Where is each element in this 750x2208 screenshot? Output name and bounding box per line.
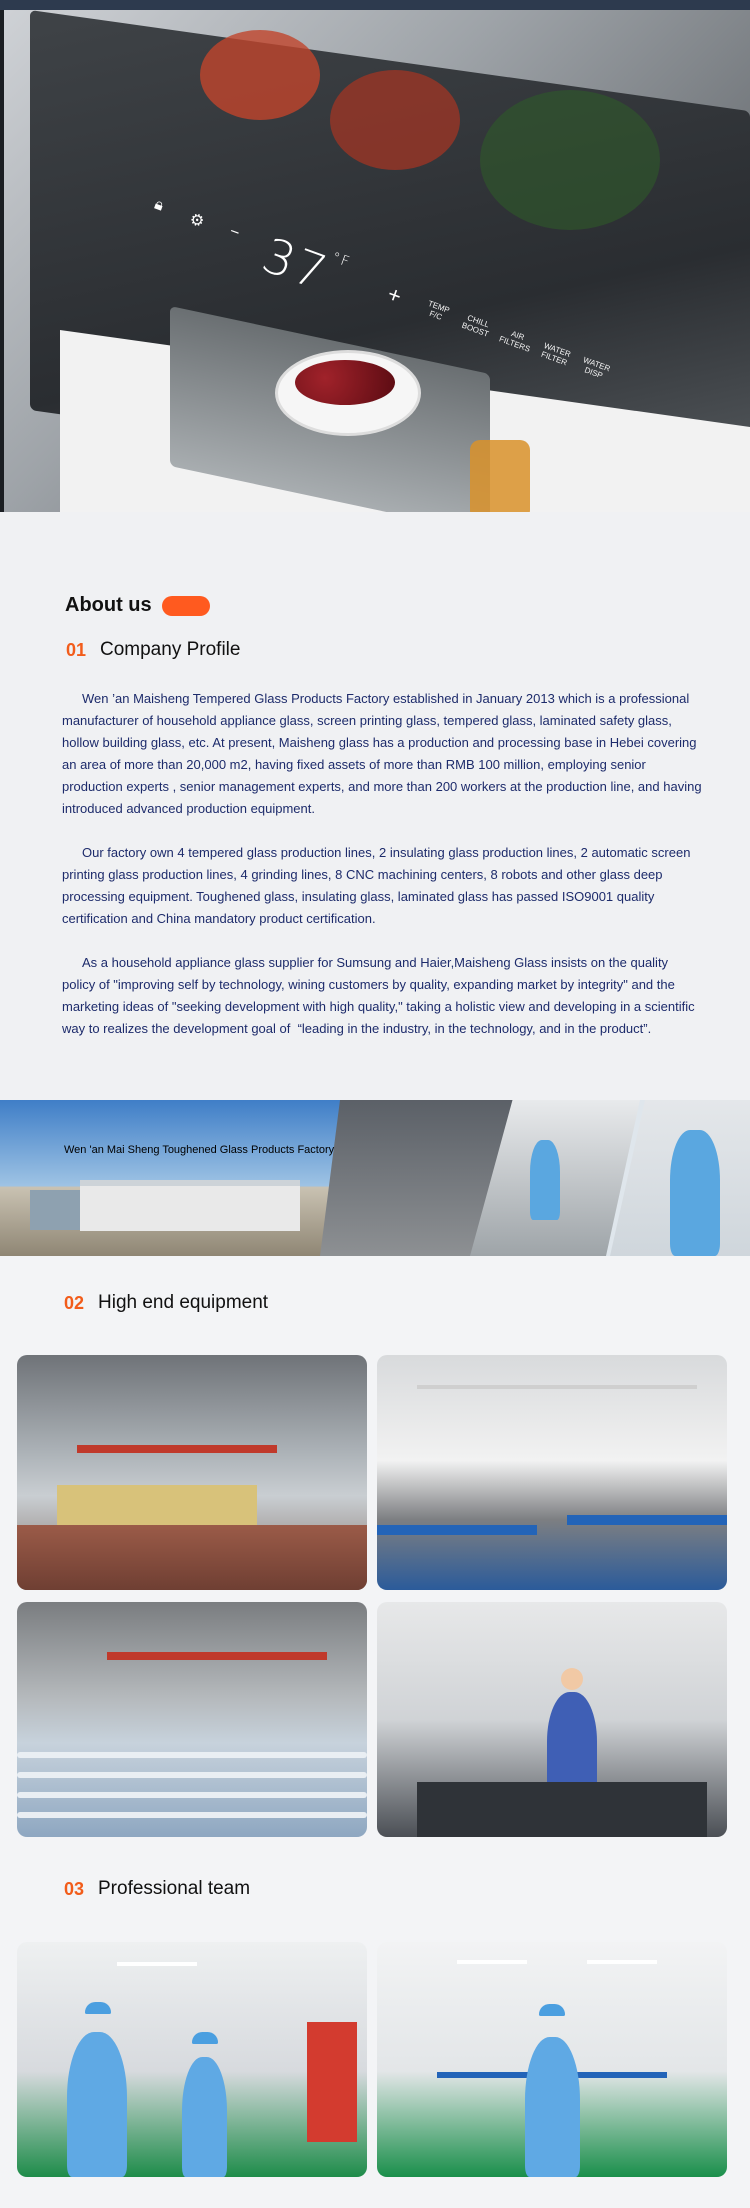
- paragraph-text: Our factory own 4 tempered glass production lines, 2 insulating glass production lines, 2 automatic screen printing glass production lines, 4 grinding lines, 8 CNC machining centers, 8 robots and other glass deep processing equipment. Toughened glass, insulating glass, laminated glass has passed ISO9001 quality certification and China mandatory product certification.: [62, 845, 691, 926]
- equipment-photo-2: [377, 1355, 727, 1590]
- minus-icon: −: [227, 222, 242, 243]
- water-filter-label: WATER FILTER: [539, 340, 572, 368]
- hero-fridge-image: [0, 10, 750, 512]
- ceiling-light: [587, 1960, 657, 1964]
- worker-cap: [539, 2004, 565, 2016]
- factory-caption: Wen 'an Mai Sheng Toughened Glass Products Factory: [64, 1144, 335, 1156]
- section-number: 01: [66, 640, 87, 660]
- equipment-photo-4: [377, 1602, 727, 1837]
- roller: [17, 1792, 367, 1798]
- temp-fc-label: TEMP F/C: [426, 298, 451, 322]
- edge-strip: [0, 10, 4, 512]
- crane-beam: [77, 1445, 277, 1453]
- conveyor: [567, 1515, 727, 1525]
- worker-figure: [182, 2057, 227, 2177]
- building-shape: [80, 1180, 300, 1231]
- equipment-photo-3: [17, 1602, 367, 1837]
- profile-paragraph-3: [62, 952, 702, 1040]
- plus-icon: +: [384, 281, 405, 310]
- worker-cap: [192, 2032, 218, 2044]
- produce-shape: [330, 70, 460, 170]
- paragraph-text: Wen ’an Maisheng Tempered Glass Products Factory established in January 2013 which is a professional manufacturer of household appliance glass, screen printing glass, tempered glass, laminated safety glass, hollow building glass, etc. At present, Maisheng glass has a production and processing base in Hebei covering an area of more than 20,000 m2, having fixed assets of more than RMB 100 million, employing senior production experts , senior management experts, and more than 200 workers at the production line, and having introduced advanced production equipment.: [62, 691, 702, 816]
- worker-figure: [525, 2037, 580, 2177]
- machine: [417, 1782, 707, 1837]
- roller: [17, 1752, 367, 1758]
- produce-shape: [480, 90, 660, 230]
- ceiling-light: [457, 1960, 527, 1964]
- worker-figure: [670, 1130, 720, 1256]
- about-heading: About us: [65, 594, 152, 616]
- bottle: [470, 440, 530, 512]
- section-number: 03: [64, 1879, 85, 1899]
- profile-paragraph-2: [62, 842, 702, 930]
- crane-beam: [107, 1652, 327, 1660]
- worker-figure: [530, 1140, 560, 1220]
- chill-boost-label: CHILL BOOST: [460, 313, 491, 339]
- factory-aerial-photo: [0, 1100, 340, 1256]
- machine: [307, 2022, 357, 2142]
- machine: [57, 1485, 257, 1525]
- profile-paragraph-1: [62, 688, 702, 820]
- accent-pill: [162, 596, 210, 616]
- factory-banner: [0, 1100, 750, 1256]
- section-number: 02: [64, 1293, 85, 1313]
- team-title: Professional team: [98, 1878, 251, 1899]
- equipment-title: High end equipment: [98, 1292, 269, 1313]
- produce-shape: [200, 30, 320, 120]
- worker-cap: [85, 2002, 111, 2014]
- company-profile-title: Company Profile: [100, 639, 241, 660]
- ceiling-light: [117, 1962, 197, 1966]
- conveyor: [17, 1525, 367, 1590]
- paragraph-text: As a household appliance glass supplier for Sumsung and Haier,Maisheng Glass insists on the quality policy of "improving self by technology, wining customers by quality, expanding market by integrity" and the marketing ideas of "seeking development with high quality," taking a holistic view and developing in a scientific way to realizes the development goal of “leading in the industry, in the technology, and in the product”.: [62, 955, 695, 1036]
- top-bar: [0, 0, 750, 10]
- equipment-photo-1: [17, 1355, 367, 1590]
- temperature-value: 37: [254, 227, 336, 303]
- conveyor: [377, 1525, 537, 1535]
- lock-icon: 🔒︎: [152, 195, 166, 215]
- roller: [17, 1772, 367, 1778]
- duct: [417, 1385, 697, 1389]
- roller: [17, 1812, 367, 1818]
- worker-head: [561, 1668, 583, 1690]
- settings-icon: ⚙︎: [187, 210, 207, 232]
- temperature-unit: °F: [329, 249, 354, 272]
- team-photo-2: [377, 1942, 727, 2177]
- worker-figure: [67, 2032, 127, 2177]
- team-photo-1: [17, 1942, 367, 2177]
- water-disp-label: WATER DISP: [582, 355, 612, 381]
- air-filters-label: AIR FILTERS: [497, 329, 532, 354]
